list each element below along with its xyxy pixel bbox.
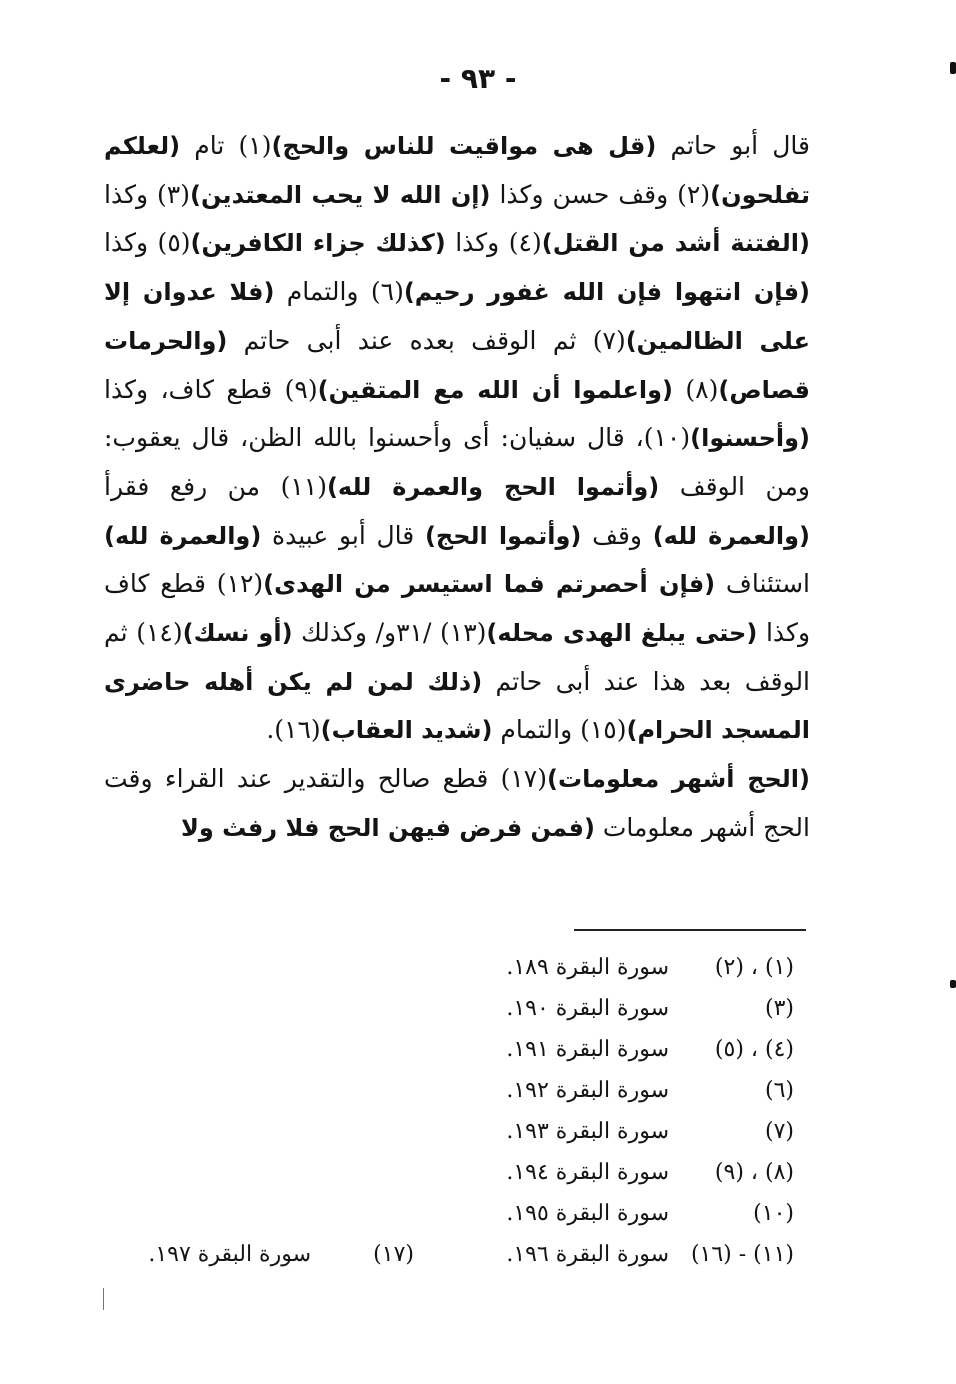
footnote-ref: (١١) - (١٦) xyxy=(690,1242,794,1267)
commentary-text: (١٢) قطع كاف وكذا xyxy=(104,569,811,648)
footnote-ref: (١٧) xyxy=(373,1242,414,1267)
quran-quote: (فإن انتهوا فإن الله غفور رحيم) xyxy=(403,278,810,307)
paragraph xyxy=(104,755,810,852)
commentary-text: (٨) xyxy=(672,374,719,404)
commentary-text: (١) تام xyxy=(180,131,272,160)
quran-quote: (لعلكم تفلحون) xyxy=(104,132,810,209)
footnote-item xyxy=(506,994,794,1024)
quran-quote: (حتى يبلغ الهدى محله) xyxy=(486,619,758,648)
quran-quote: (قل هى مواقيت للناس والحج) xyxy=(271,132,657,160)
footnote-source: سورة البقرة ١٩٦. xyxy=(506,1242,669,1267)
footnote-item xyxy=(506,953,794,983)
quran-quote: (والعمرة لله) xyxy=(652,521,810,550)
commentary-text: استئناف xyxy=(715,569,810,599)
scan-edge-mark xyxy=(950,62,956,74)
paragraph xyxy=(104,122,810,755)
quran-quote: (إن الله لا يحب المعتدين) xyxy=(189,180,491,209)
scan-edge-mark xyxy=(950,980,956,988)
commentary-text: (٩) قطع كاف، وكذا xyxy=(104,374,318,404)
footnote-ref: (٨) ، (٩) xyxy=(714,1160,794,1185)
commentary-text: (٧) ثم الوقف بعده عند أبى حاتم xyxy=(227,325,626,355)
quran-quote: (أو نسك) xyxy=(182,619,293,648)
commentary-text: قال أبو حاتم xyxy=(656,131,810,160)
commentary-text: (١٦). xyxy=(266,715,321,745)
footnote-item xyxy=(506,1158,794,1188)
footnote-ref: (١) ، (٢) xyxy=(714,955,794,980)
main-text-body xyxy=(104,122,810,853)
footnote-source: سورة البقرة ١٩١. xyxy=(506,1037,669,1062)
footnote-item xyxy=(148,1240,414,1270)
footnote-source: سورة البقرة ١٩٢. xyxy=(506,1078,669,1103)
quran-quote: (والعمرة لله) xyxy=(104,521,262,550)
footnote-separator xyxy=(574,929,806,931)
footnote-item xyxy=(506,1076,794,1106)
page-number: - ٩٣ - xyxy=(439,62,517,95)
commentary-text: (١٠)، قال سفيان: أى وأحسنوا بالله الظن، قال يعقوب: ومن الوقف xyxy=(104,423,810,501)
quran-quote: (الحج أشهر معلومات) xyxy=(547,765,810,794)
commentary-text: قال أبو عبيدة xyxy=(261,520,425,550)
footnote-ref: (٧) xyxy=(764,1119,794,1144)
commentary-text: (١٣) /٣١و/ وكذلك xyxy=(292,618,487,648)
quran-quote: (واعلموا أن الله مع المتقين) xyxy=(317,375,673,404)
quran-quote: (فلا عدوان إلا على الظالمين) xyxy=(104,278,810,355)
footnote-source: سورة البقرة ١٩٠. xyxy=(506,996,669,1021)
commentary-text: وقف xyxy=(581,520,653,550)
quran-quote: (فإن أحصرتم فما استيسر من الهدى) xyxy=(263,570,716,599)
footnote-item xyxy=(506,1117,794,1147)
footnote-source: سورة البقرة ١٩٣. xyxy=(506,1119,669,1144)
scan-artifact-line xyxy=(103,1288,104,1310)
footnote-source: سورة البقرة ١٩٤. xyxy=(506,1160,669,1185)
quran-quote: (وأحسنوا) xyxy=(690,424,810,453)
quran-quote: (الفتنة أشد من القتل) xyxy=(541,229,810,258)
footnote-ref: (١٠) xyxy=(753,1201,794,1226)
quran-quote: (شديد العقاب) xyxy=(320,716,493,745)
footnote-item xyxy=(506,1035,794,1065)
commentary-text: (١٥) والتمام xyxy=(492,715,627,745)
commentary-text: (١٤) ثم الوقف بعد هذا عند أبى حاتم xyxy=(104,618,811,696)
footnote-item xyxy=(506,1199,794,1229)
commentary-text: (٢) وقف حسن وكذا xyxy=(490,179,711,209)
quran-quote: (فمن فرض فيهن الحج فلا رفث ولا xyxy=(181,813,595,842)
quran-quote: (والحرمات قصاص) xyxy=(104,326,811,404)
commentary-text: (٣) وكذا xyxy=(104,179,190,209)
footnote-ref: (٤) ، (٥) xyxy=(714,1037,794,1062)
footnote-source: سورة البقرة ١٩٥. xyxy=(506,1201,669,1226)
footnote-ref: (٣) xyxy=(764,996,794,1021)
footnote-source: سورة البقرة ١٩٧. xyxy=(148,1242,311,1267)
quran-quote: (كذلك جزاء الكافرين) xyxy=(190,229,446,258)
quran-quote: (وأتموا الحج والعمرة لله) xyxy=(326,472,660,501)
commentary-text: (١٧) قطع صالح والتقدير عند القراء وقت الحج أشهر معلومات xyxy=(104,764,810,842)
commentary-text: (٦) والتمام xyxy=(274,277,404,307)
commentary-text: (٤) وكذا xyxy=(445,228,542,258)
commentary-text: (١١) من رفع فقرأ xyxy=(104,471,327,501)
commentary-text: (٥) وكذا xyxy=(104,228,191,258)
footnote-source: سورة البقرة ١٨٩. xyxy=(506,955,669,980)
quran-quote: (وأتموا الحج) xyxy=(424,521,582,550)
footnote-item xyxy=(506,1240,794,1270)
quran-quote: (ذلك لمن لم يكن أهله حاضرى المسجد الحرام) xyxy=(104,667,810,745)
footnote-ref: (٦) xyxy=(764,1078,794,1103)
